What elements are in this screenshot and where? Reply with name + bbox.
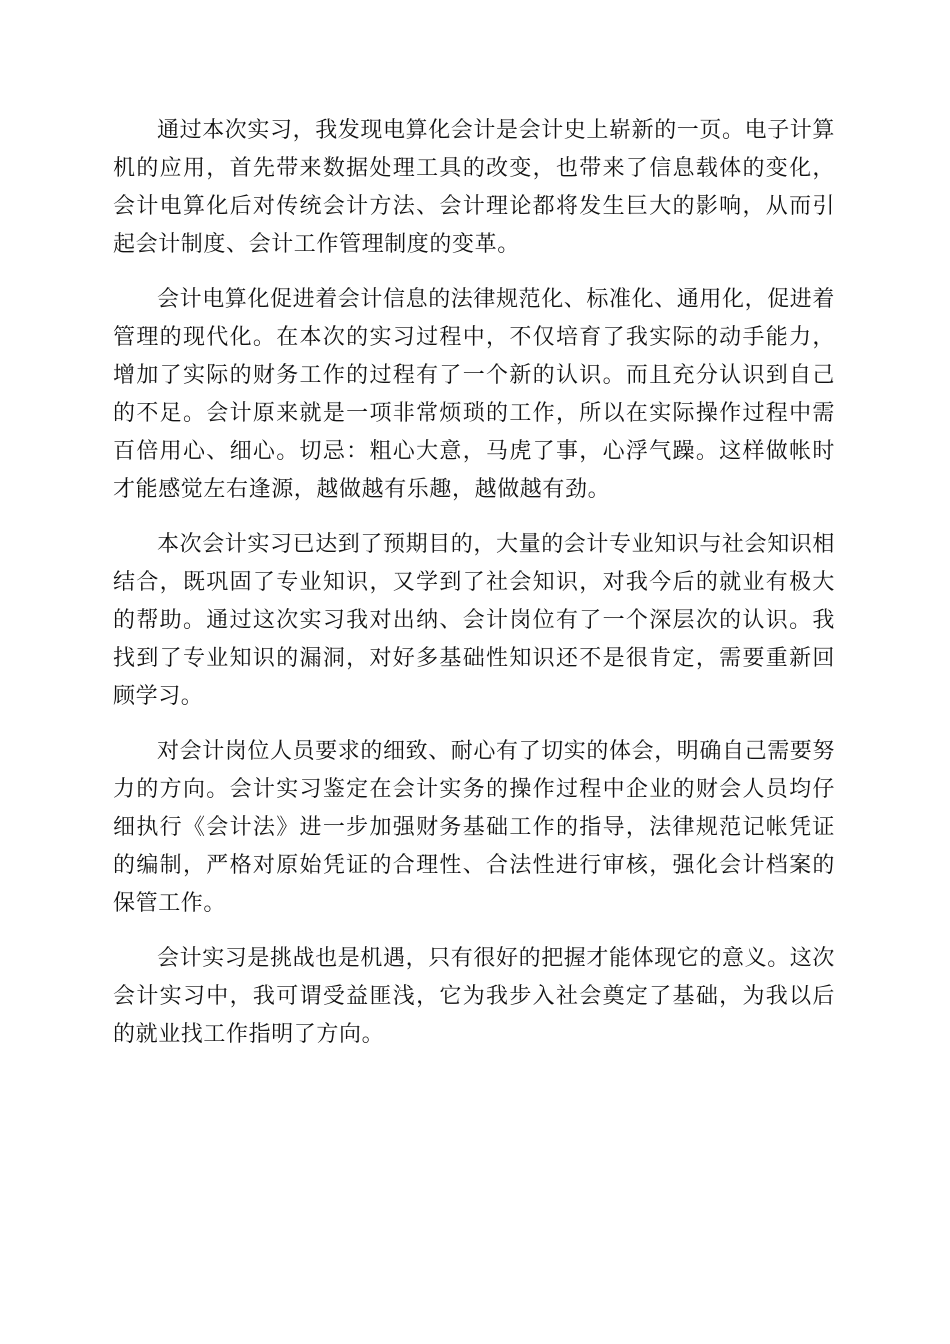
paragraph-1: 通过本次实习，我发现电算化会计是会计史上崭新的一页。电子计算机的应用，首先带来数据处理工具的改变，也带来了信息载体的变化，会计电算化后对传统会计方法、会计理论都将发生巨大的影响，从而引起会计制度、会计工作管理制度的变革。 (113, 118, 836, 257)
paragraph-2: 会计电算化促进着会计信息的法律规范化、标准化、通用化，促进着管理的现代化。在本次的实习过程中，不仅培育了我实际的动手能力，增加了实际的财务工作的过程有了一个新的认识。而且充分认识到自己的不足。会计原来就是一项非常烦琐的工作，所以在实际操作过程中需百倍用心、细心。切忌：粗心大意，马虎了事，心浮气躁。这样做帐时才能感觉左右逢源，越做越有乐趣，越做越有劲。 (113, 287, 836, 502)
paragraph-3: 本次会计实习已达到了预期目的，大量的会计专业知识与社会知识相结合，既巩固了专业知识，又学到了社会知识，对我今后的就业有极大的帮助。通过这次实习我对出纳、会计岗位有了一个深层次的认识。我找到了专业知识的漏洞，对好多基础性知识还不是很肯定，需要重新回顾学习。 (113, 532, 836, 709)
document-body (113, 112, 835, 1071)
paragraph-4: 对会计岗位人员要求的细致、耐心有了切实的体会，明确自己需要努力的方向。会计实习鉴定在会计实务的操作过程中企业的财会人员均仔细执行《会计法》进一步加强财务基础工作的指导，法律规范记帐凭证的编制，严格对原始凭证的合理性、合法性进行审核，强化会计档案的保管工作。 (113, 739, 836, 916)
paragraph-5: 会计实习是挑战也是机遇，只有很好的把握才能体现它的意义。这次会计实习中，我可谓受益匪浅，它为我步入社会奠定了基础，为我以后的就业找工作指明了方向。 (113, 946, 836, 1047)
